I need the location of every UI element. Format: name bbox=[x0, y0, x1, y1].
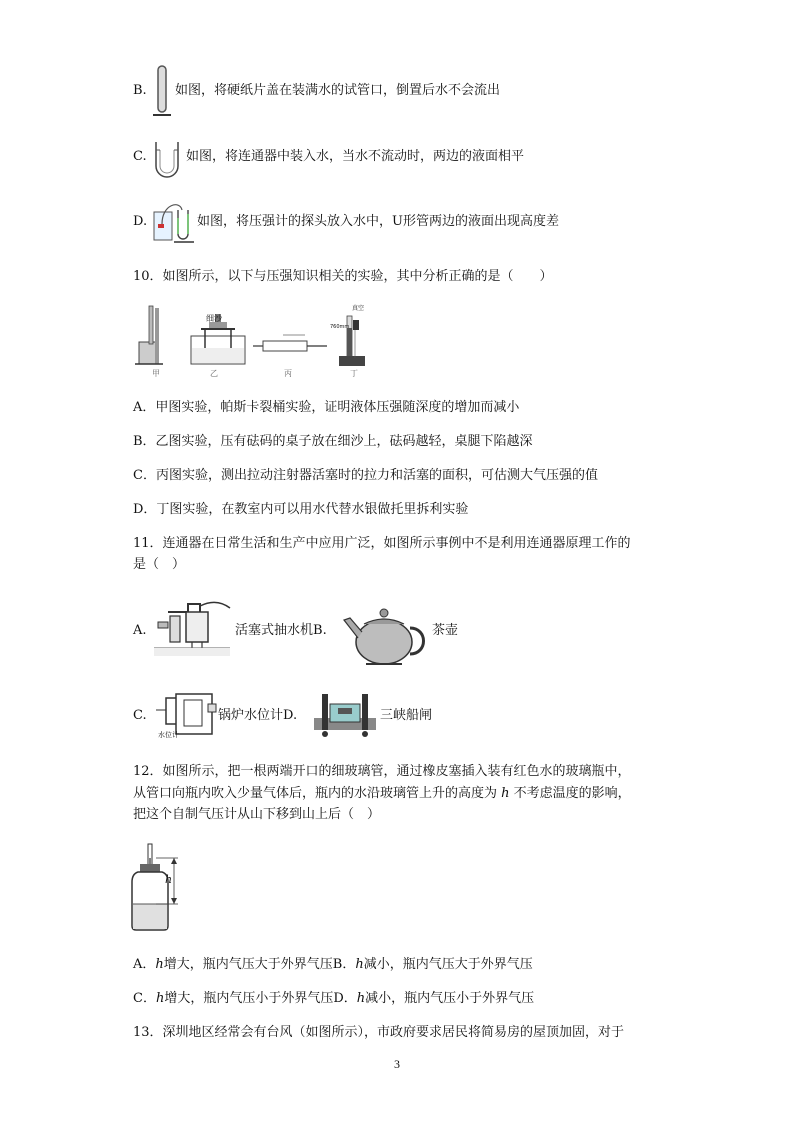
option-letter: B. bbox=[133, 83, 147, 98]
q12-options-cd bbox=[133, 990, 534, 1008]
water-gauge-label: 水位计 bbox=[158, 731, 179, 739]
q10-option-d: D．丁图实验，在教室内可以用水代替水银做托里拆利实验 bbox=[133, 502, 469, 517]
fig-label-ding: 丁 bbox=[350, 369, 358, 378]
q10-option-a: A．甲图实验，帕斯卡裂桶实验，证明液体压强随深度的增加而减小 bbox=[133, 400, 520, 415]
q10-stem: 10．如图所示，以下与压强知识相关的实验，其中分析正确的是（ ） bbox=[133, 269, 553, 284]
option-letter: D. bbox=[133, 214, 148, 229]
q10-figure-strip bbox=[133, 302, 378, 378]
option-b-h: h bbox=[355, 957, 364, 972]
page-number: 3 bbox=[394, 1057, 400, 1071]
ship-lock-figure bbox=[312, 690, 378, 740]
option-a-post: 增大，瓶内气压大于外界气压 bbox=[163, 957, 333, 972]
q12-line2 bbox=[133, 785, 631, 803]
option-b-letter: B. bbox=[313, 623, 327, 638]
q11-option-a-text bbox=[235, 622, 327, 640]
option-d-h: h bbox=[356, 991, 366, 1006]
q12-line2-pre: 从管口向瓶内吹入少量气体后，瓶内的水沿玻璃管上升的高度为 bbox=[133, 786, 502, 801]
option-d-pre: D． bbox=[333, 991, 357, 1006]
mm-label: 760mm bbox=[330, 324, 350, 330]
fig-label-bing: 丙 bbox=[284, 369, 292, 378]
syringe-figure bbox=[253, 335, 327, 351]
q12-options-ab bbox=[133, 956, 533, 974]
q9-option-c bbox=[133, 148, 147, 166]
option-d-post: 减小，瓶内气压小于外界气压 bbox=[365, 991, 535, 1006]
option-c-label: 锅炉水位计 bbox=[218, 708, 284, 723]
q11-option-b-text: 茶壶 bbox=[432, 623, 459, 638]
q13-line1: 13．深圳地区经常会有台风（如图所示），市政府要求居民将简易房的屋顶加固，对于 bbox=[133, 1025, 625, 1040]
sand-label: 细沙 bbox=[206, 314, 222, 323]
q11-option-d-text: 三峡船闸 bbox=[380, 708, 433, 723]
q10-option-b: B．乙图实验，压有砝码的桌子放在细沙上，砝码越轻，桌腿下陷越深 bbox=[133, 434, 533, 449]
option-a-h: h bbox=[155, 957, 164, 972]
pressure-gauge-figure bbox=[152, 196, 196, 246]
q11-stem-line2: 是（ ） bbox=[133, 557, 186, 572]
q11-option-c-letter: C. bbox=[133, 708, 147, 723]
q11-option-a-letter: A. bbox=[133, 623, 147, 638]
option-b-pre: B． bbox=[332, 957, 356, 972]
q9-option-b-text: 如图，将硬纸片盖在装满水的试管口，倒置后水不会流出 bbox=[175, 83, 501, 98]
test-tube-figure bbox=[152, 64, 172, 120]
q9-option-c-text: 如图，将连通器中装入水，当水不流动时，两边的液面相平 bbox=[186, 149, 525, 164]
option-a-label: 活塞式抽水机 bbox=[235, 623, 314, 638]
h-figure-label: h bbox=[165, 873, 173, 886]
h-symbol: h bbox=[501, 786, 510, 801]
fig-label-yi: 乙 bbox=[210, 369, 218, 378]
q12-line2-post: 不考虑温度的影响， bbox=[509, 786, 631, 801]
vacuum-label: 真空 bbox=[352, 305, 365, 312]
option-a-pre: A． bbox=[133, 957, 156, 972]
q11-option-c-text bbox=[218, 707, 297, 725]
pascal-barrel-figure bbox=[135, 306, 163, 364]
q10-option-c: C．丙图实验，测出拉动注射器活塞时的拉力和活塞的面积，可估测大气压强的值 bbox=[133, 468, 598, 483]
teapot-figure bbox=[340, 598, 430, 668]
barometer-bottle-figure bbox=[128, 842, 188, 934]
option-c-pre: C． bbox=[133, 991, 156, 1006]
q11-stem-line1: 11．连通器在日常生活和生产中应用广泛，如图所示事例中不是利用连通器原理工作的 bbox=[133, 536, 631, 551]
q9-option-b bbox=[133, 82, 147, 100]
q9-option-d bbox=[133, 213, 147, 231]
option-c-h: h bbox=[155, 991, 165, 1006]
q12-line1: 12．如图所示，把一根两端开口的细玻璃管，通过橡皮塞插入装有红色水的玻璃瓶中， bbox=[133, 764, 631, 779]
option-b-post: 减小，瓶内气压大于外界气压 bbox=[363, 957, 533, 972]
q12-line3: 把这个自制气压计从山下移到山上后（ ） bbox=[133, 807, 381, 822]
q9-option-d-text: 如图，将压强计的探头放入水中，U形管两边的液面出现高度差 bbox=[197, 214, 559, 229]
piston-pump-figure bbox=[148, 598, 232, 660]
option-d-letter: D. bbox=[283, 708, 298, 723]
u-tube-figure bbox=[152, 140, 182, 180]
fig-label-jia: 甲 bbox=[152, 369, 160, 378]
option-c-post: 增大，瓶内气压小于外界气压 bbox=[164, 991, 334, 1006]
option-letter: C. bbox=[133, 149, 147, 164]
